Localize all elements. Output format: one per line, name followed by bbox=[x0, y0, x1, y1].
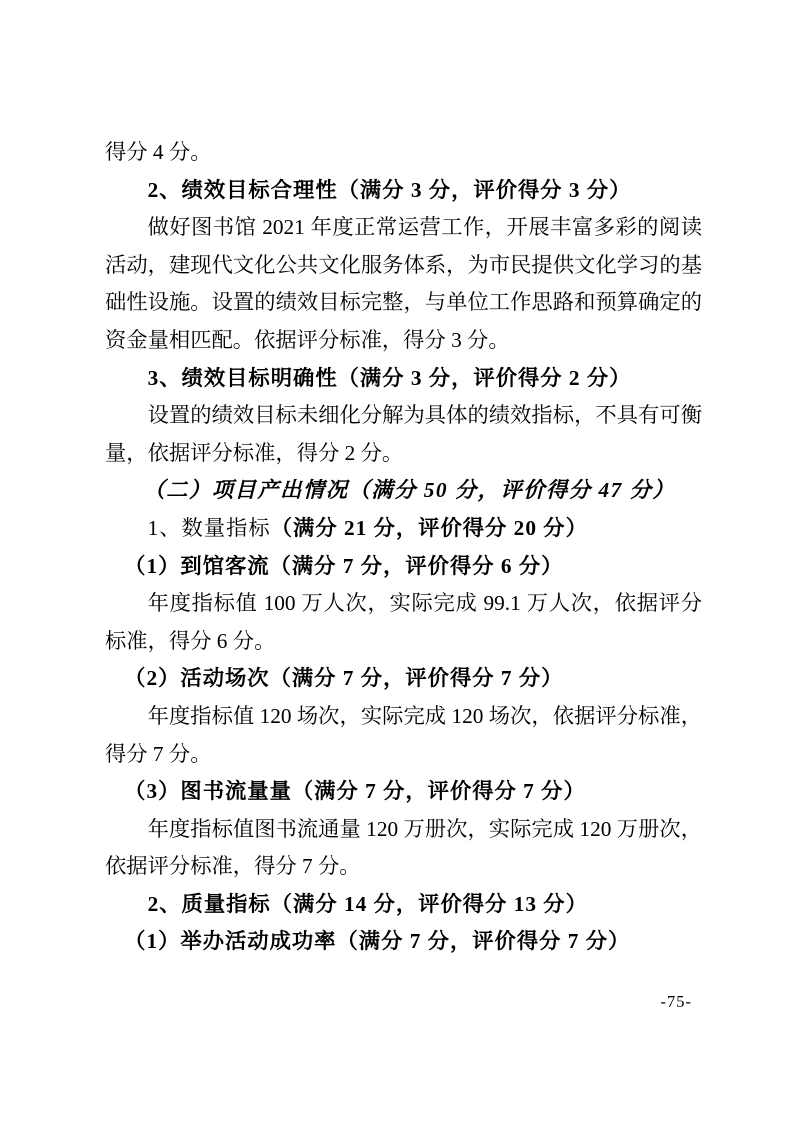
section-heading: （3）图书流量量（满分 7 分，评价得分 7 分） bbox=[124, 779, 586, 804]
paragraph: 年度指标值 100 万人次，实际完成 99.1 万人次，依据评分标准，得分 6 分。 bbox=[105, 591, 702, 653]
section-heading bbox=[148, 510, 702, 548]
section-heading: （1）到馆客流（满分 7 分，评价得分 6 分） bbox=[124, 553, 564, 578]
paragraph: 年度指标值图书流通量 120 万册次，实际完成 120 万册次，依据评分标准，得分 7 分。 bbox=[105, 816, 702, 879]
page-number: -75- bbox=[660, 992, 692, 1011]
paragraph: 设置的绩效目标未细化分解为具体的绩效指标，不具有可衡量，依据评分标准，得分 2 分。 bbox=[105, 403, 702, 465]
section-heading: （1）举办活动成功率（满分 7 分，评价得分 7 分） bbox=[124, 929, 631, 954]
document-body bbox=[105, 134, 702, 961]
section-heading: （2）活动场次（满分 7 分，评价得分 7 分） bbox=[124, 666, 564, 691]
section-heading: 3、绩效目标明确性（满分 3 分，评价得分 2 分） bbox=[147, 365, 632, 390]
paragraph: 得分 4 分。 bbox=[105, 140, 212, 164]
paragraph: 做好图书馆 2021 年度正常运营工作，开展丰富多彩的阅读活动，建现代文化公共文化服务体系，为市民提供文化学习的基础性设施。设置的绩效目标完整，与单位工作思路和预算确定的资金量相匹配。依据评分标准，得分 3 分。 bbox=[105, 215, 702, 352]
heading-text-run: （满分 21 分，评价得分 20 分） bbox=[270, 515, 588, 540]
section-heading: 2、质量指标（满分 14 分，评价得分 13 分） bbox=[147, 891, 588, 916]
section-heading: （二）项目产出情况（满分 50 分，评价得分 47 分） bbox=[143, 478, 676, 503]
paragraph: 年度指标值 120 场次，实际完成 120 场次，依据评分标准，得分 7 分。 bbox=[105, 703, 702, 766]
section-heading: 2、绩效目标合理性（满分 3 分，评价得分 3 分） bbox=[147, 177, 632, 202]
heading-text-run: 1、数量指标 bbox=[147, 515, 271, 540]
